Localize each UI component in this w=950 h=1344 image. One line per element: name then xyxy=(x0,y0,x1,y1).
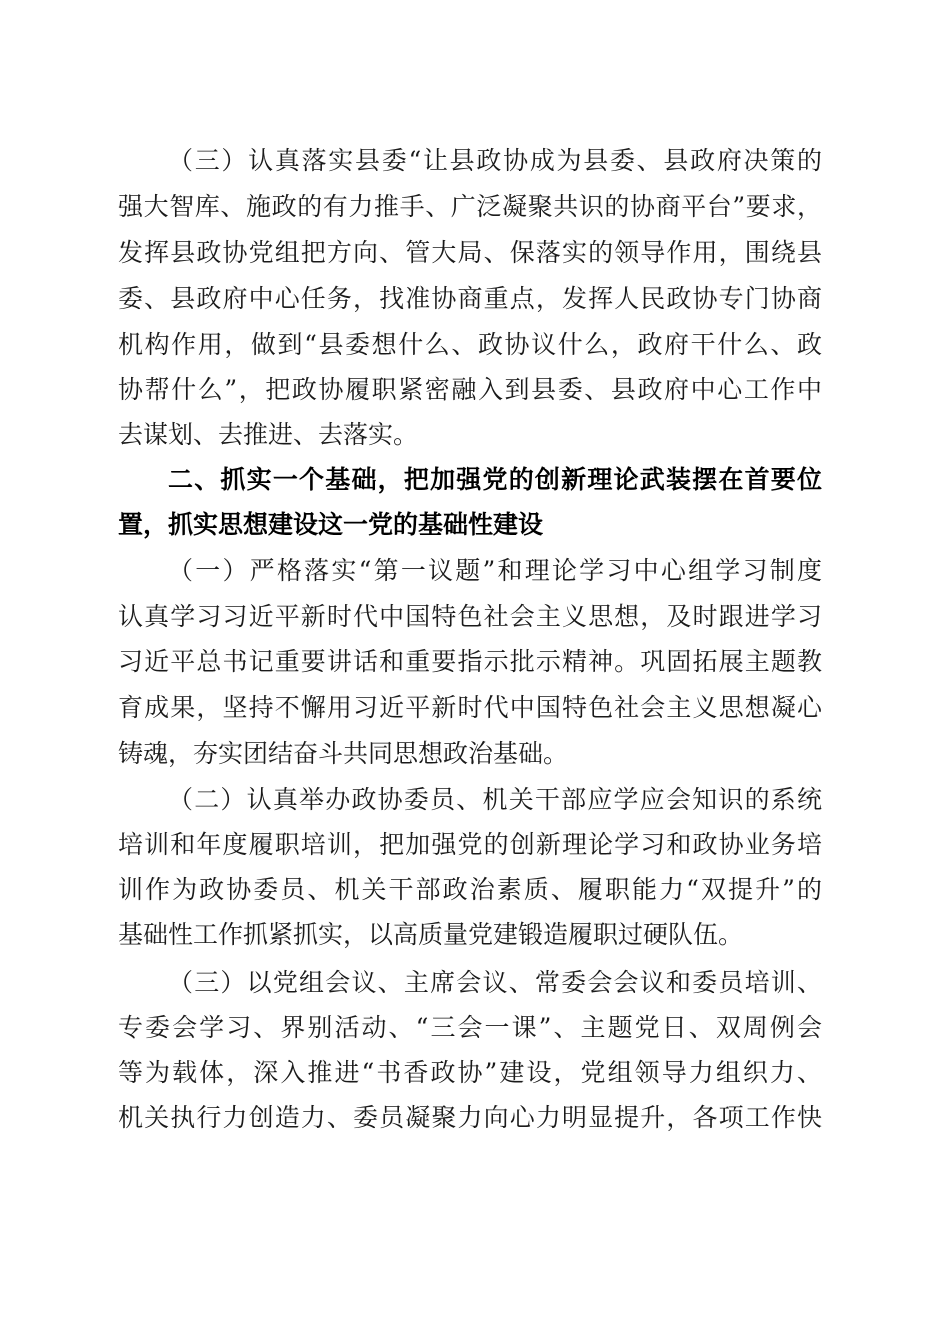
paragraph-line: 习近平总书记重要讲话和重要指示批示精神。巩固拓展主题教 xyxy=(118,647,822,676)
paragraph-line: 发挥县政协党组把方向、管大局、保落实的领导作用，围绕县 xyxy=(118,238,822,267)
paragraph-line: 强大智库、施政的有力推手、广泛凝聚共识的协商平台”要求， xyxy=(118,192,822,221)
paragraph-line: 培训和年度履职培训，把加强党的创新理论学习和政协业务培 xyxy=(118,830,822,859)
paragraph-line: 训作为政协委员、机关干部政治素质、履职能力“双提升”的 xyxy=(118,875,822,904)
paragraph-line: 委、县政府中心任务，找准协商重点，发挥人民政协专门协商 xyxy=(118,284,822,313)
paragraph-line: 认真学习习近平新时代中国特色社会主义思想，及时跟进学习 xyxy=(118,602,822,631)
paragraph-line: 机关执行力创造力、委员凝聚力向心力明显提升，各项工作快 xyxy=(118,1103,822,1132)
section-heading-line: 置，抓实思想建设这一党的基础性建设 xyxy=(118,510,544,539)
paragraph-line: 去谋划、去推进、去落实。 xyxy=(118,420,419,449)
paragraph-line: 育成果，坚持不懈用习近平新时代中国特色社会主义思想凝心 xyxy=(118,693,822,722)
paragraph-line: （三）以党组会议、主席会议、常委会会议和委员培训、 xyxy=(168,968,822,997)
paragraph-line: （一）严格落实“第一议题”和理论学习中心组学习制度 xyxy=(168,556,822,585)
paragraph-line: 专委会学习、界别活动、“三会一课”、主题党日、双周例会 xyxy=(118,1013,822,1042)
section-heading-line: 二、抓实一个基础，把加强党的创新理论武装摆在首要位 xyxy=(168,465,822,494)
paragraph-line: 铸魂，夯实团结奋斗共同思想政治基础。 xyxy=(118,739,569,768)
paragraph-line: 等为载体，深入推进“书香政协”建设，党组领导力组织力、 xyxy=(118,1058,822,1087)
paragraph-line: 基础性工作抓紧抓实，以高质量党建锻造履职过硬队伍。 xyxy=(118,920,744,949)
paragraph-line: 机构作用，做到“县委想什么、政协议什么，政府干什么、政 xyxy=(118,330,822,359)
paragraph-line: （三）认真落实县委“让县政协成为县委、县政府决策的 xyxy=(168,146,822,175)
paragraph-line: 协帮什么”，把政协履职紧密融入到县委、县政府中心工作中 xyxy=(118,375,822,404)
paragraph-line: （二）认真举办政协委员、机关干部应学应会知识的系统 xyxy=(168,785,822,814)
